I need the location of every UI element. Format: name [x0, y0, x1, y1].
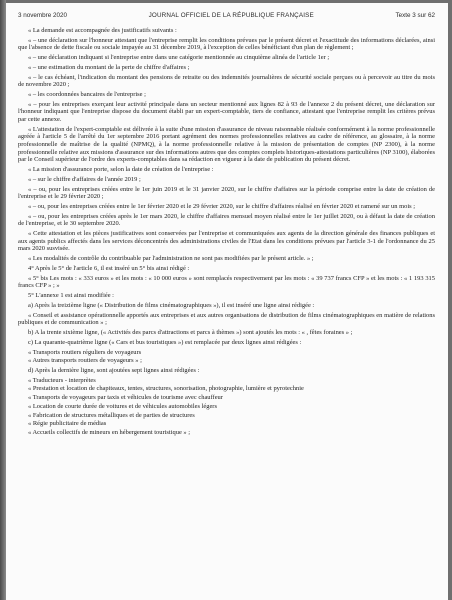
paragraph: b) A la trente sixième ligne, (« Activités des parcs d'attractions et parcs à thèmes ») sont ajoutés les mots : « , fêtes foraines » ;	[28, 328, 353, 336]
paragraph: « – ou, pour les entreprises créées entre le 1er juin 2019 et le 31 janvier 2020, sur le chiffre d'affaires sur la période comprise entre la date de création de l'entreprise et le 29 février 2020 ;	[18, 185, 435, 201]
paragraph: « – le cas échéant, l'indication du montant des pensions de retraite ou des indemnités journalières de sécurité sociale perçues ou à percevoir au titre du mois de novembre 2020 ;	[18, 73, 435, 89]
paragraph: « L'attestation de l'expert-comptable est délivrée à la suite d'une mission d'assurance de niveau raisonnable réalisée conformément à la norme professionnelle agréée à l'article 5 de l'arrêté du 1er septembre 2016 portant agrément des normes professionnelles relatives au cadre de référence, au glossaire, à la norme professionnelle de maîtrise de la qualité (NPMQ), à la norme professionnelle relative à la mission de présentation de comptes (NP 2300), à la norme professionnelle relative aux missions d'assurance sur des informations autres que des comptes complets historiques-attestations particulières (NP 3100), élaborées par le Conseil supérieur de l'ordre des experts-comptables dans sa rédaction en vigueur à la date de publication du présent décret.	[18, 125, 435, 164]
list-item: « Prestation et location de chapiteaux, tentes, structures, sonorisation, photographie, lumière et pyrotechnie	[28, 385, 304, 393]
paragraph: « – pour les entreprises exerçant leur activité principale dans un secteur mentionné aux lignes 82 à 93 de l'annexe 2 du présent décret, une déclaration sur l'honneur indiquant que l'entreprise dispose du document établi par un expert-comptable, tiers de confiance, attestant que l'entreprise remplit les critères prévus par cette annexe.	[18, 100, 435, 124]
paragraph: « – ou, pour les entreprises créées entre le 1er février 2020 et le 29 février 2020, sur le chiffre d'affaires réalisé en février 2020 et ramené sur un mois ;	[28, 202, 416, 210]
document-body	[18, 27, 435, 436]
paragraph: 4° Après le 5° de l'article 6, il est inséré un 5° bis ainsi rédigé :	[28, 264, 190, 272]
paragraph: « 5° bis Les mots : « 333 euros » et les mots : « 10 000 euros » sont remplacés respectivement par les mots : « 39 737 francs CFP » et les mots : « 1 193 315 francs CFP » ; »	[18, 274, 435, 290]
document-page	[6, 3, 448, 600]
paragraph: « Transports routiers réguliers de voyageurs	[28, 348, 142, 356]
paragraph: « – une déclaration indiquant si l'entreprise entre dans une catégorie mentionnée au cinquième alinéa de l'article 1er ;	[28, 54, 330, 62]
paragraph: « La mission d'assurance porte, selon la date de création de l'entreprise :	[28, 166, 214, 173]
list-item: « Accueils collectifs de mineurs en hébergement touristique » ;	[28, 428, 191, 436]
paragraph: « La demande est accompagnée des justificatifs suivants :	[28, 27, 177, 34]
page-counter: Texte 3 sur 62	[395, 12, 435, 19]
paragraph: « Conseil et assistance opérationnelle apportés aux entreprises et aux autres organisations de distribution de films cinématographiques en matière de relations publiques et de communication » ;	[18, 311, 435, 327]
paragraph: a) Après la treizième ligne (« Distribution de films cinématographiques »), il est inséré une ligne ainsi rédigée :	[28, 301, 315, 309]
page-header	[18, 12, 435, 19]
journal-title: JOURNAL OFFICIEL DE LA RÉPUBLIQUE FRANÇAISE	[148, 12, 314, 19]
paragraph: « – ou, pour les entreprises créées après le 1er mars 2020, le chiffre d'affaires mensuel moyen réalisé entre le 1er juillet 2020, ou à défaut la date de création de l'entreprise, et le 30 septembre 2020.	[18, 212, 435, 228]
list-item: « Transports de voyageurs par taxis et véhicules de tourisme avec chauffeur	[28, 394, 223, 402]
header-date: 3 novembre 2020	[18, 12, 68, 19]
paragraph: c) La quarante-quatrième ligne (« Cars et bus touristiques ») est remplacée par deux lignes ainsi rédigées :	[28, 338, 302, 346]
paragraph: d) Après la dernière ligne, sont ajoutées sept lignes ainsi rédigées :	[28, 366, 200, 374]
paragraph: « – sur le chiffre d'affaires de l'année 2019 ;	[28, 175, 141, 183]
paragraph: « Autres transports routiers de voyageurs » ;	[28, 357, 142, 365]
paragraph: « Les modalités de contrôle du contribuable par l'administration ne sont pas modifiées par le présent article. » ;	[28, 255, 314, 263]
list-item: « Fabrication de structures métalliques et de parties de structures	[28, 411, 195, 419]
paragraph: « – une déclaration sur l'honneur attestant que l'entreprise remplit les conditions prévues par le présent décret et l'exactitude des informations déclarées, ainsi que l'absence de dette fiscale ou sociale impayée au 31 décembre 2019, à l'exception de celles bénéficiant d'un plan de règlement ;	[18, 36, 435, 52]
paragraph: « – une estimation du montant de la perte de chiffre d'affaires ;	[28, 63, 190, 71]
paragraph: « – les coordonnées bancaires de l'entreprise ;	[28, 91, 146, 99]
paragraph: « Cette attestation et les pièces justificatives sont conservées par l'entreprise et communiquées aux agents de la direction générale des finances publiques et aux agents publics affectés dans les services déconcentrés des administrations civiles de l'Etat dans les conditions prévues par l'article 3-1 de l'ordonnance du 25 mars 2020 susvisée.	[18, 230, 435, 253]
list-item: « Location de courte durée de voitures et de véhicules automobiles légers	[28, 402, 217, 410]
paragraph: 5° L'annexe 1 est ainsi modifiée :	[28, 292, 114, 299]
list-item: « Régie publicitaire de médias	[28, 420, 107, 428]
list-item: « Traducteurs - interprètes	[28, 376, 96, 384]
